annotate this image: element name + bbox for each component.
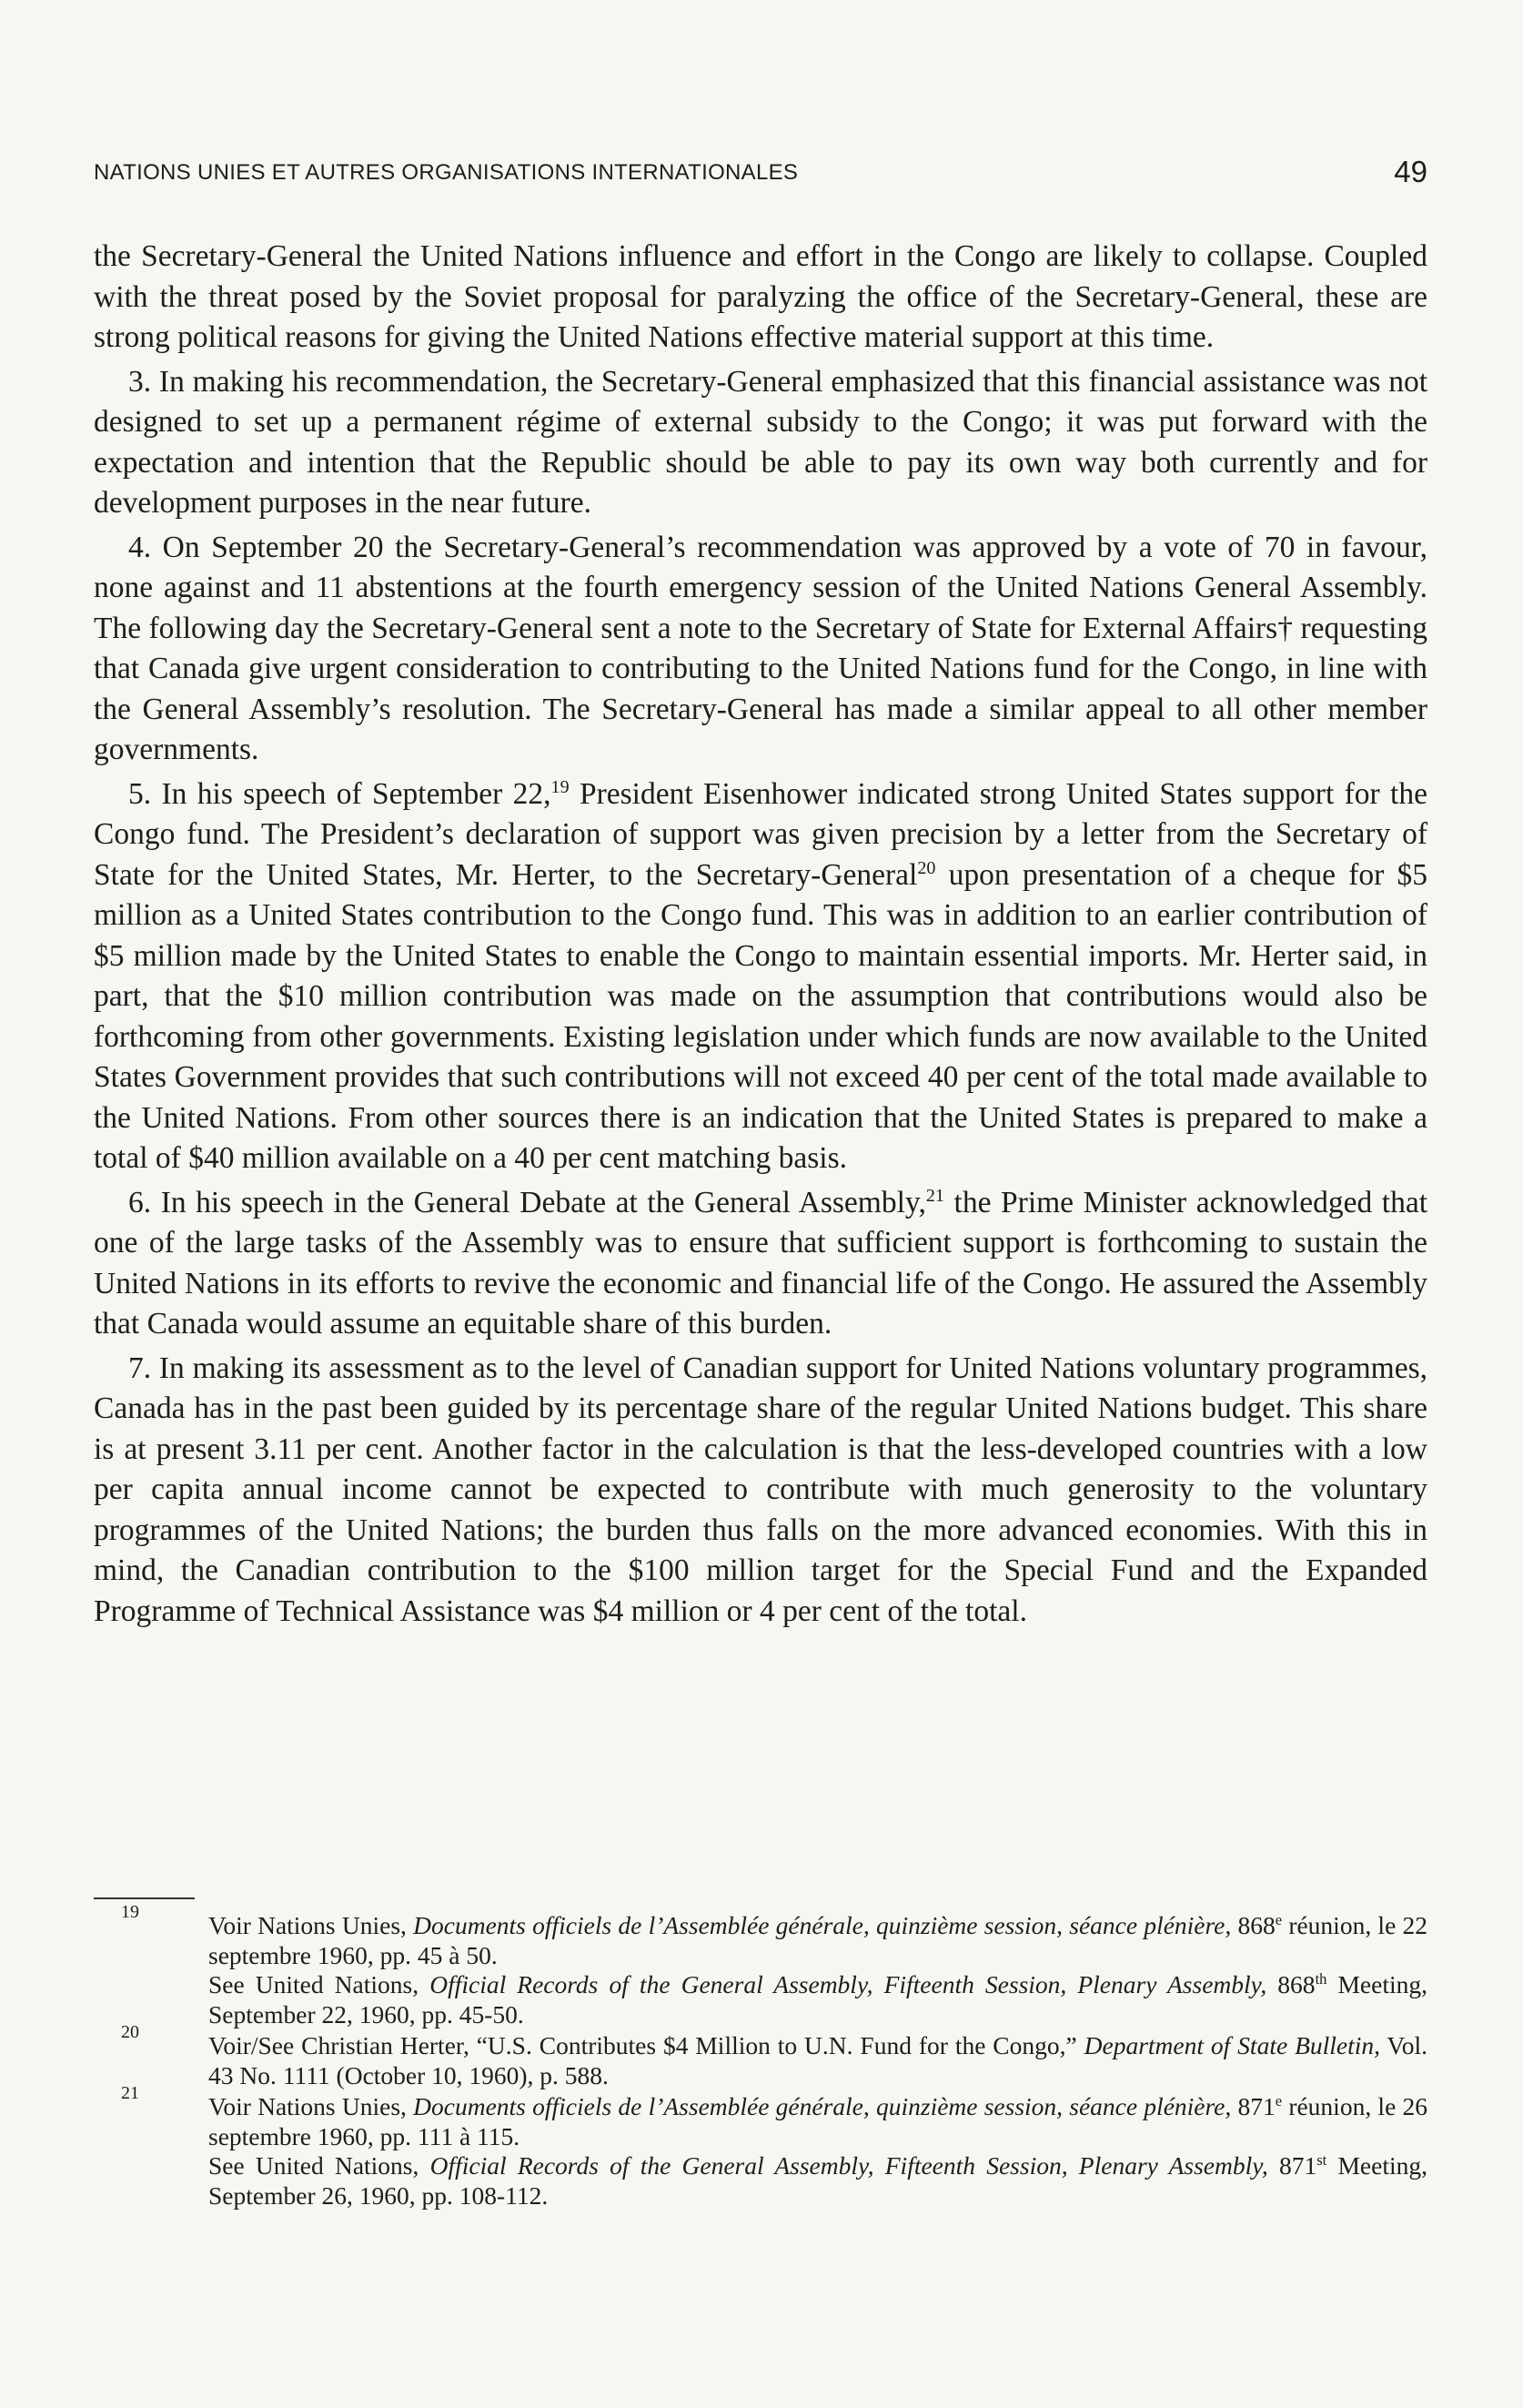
paragraph-5-text-a: 5. In his speech of September 22, xyxy=(128,776,551,811)
footnotes xyxy=(94,1902,1428,2212)
footnote-title: Official Records of the General Assembly, Fifteenth Session, Plenary Assembly, xyxy=(429,2151,1268,2180)
paragraph-3: 3. In making his recommendation, the Secretary-General emphasized that this financial assistance was not designed to set up a permanent régime of external subsidy to the Congo; it was put forward with the expectation and intention that the Republic should be able to pay its own way both currently and for development purposes in the near future. xyxy=(94,364,1427,520)
footnote-ref-21[interactable]: 21 xyxy=(925,1185,944,1206)
footnote-bilingual xyxy=(208,2031,1427,2090)
paragraph-6 xyxy=(94,1183,1427,1345)
footnote-english xyxy=(208,2151,1427,2211)
footnote-french xyxy=(208,2092,1427,2151)
footnote-text: See United Nations, xyxy=(208,2151,430,2180)
footnote-19 xyxy=(94,1902,1428,2029)
ordinal-suffix: e xyxy=(1275,1910,1283,1928)
paragraph-5 xyxy=(94,774,1427,1179)
footnote-ref-20[interactable]: 20 xyxy=(917,857,936,878)
footnote-title: Documents officiels de l’Assemblée générale, quinzième session, séance plénière, xyxy=(413,2092,1232,2120)
footnote-title: Documents officiels de l’Assemblée générale, quinzième session, séance plénière, xyxy=(413,1911,1232,1939)
footnote-20 xyxy=(94,2022,1427,2090)
footnote-text: 868 xyxy=(1266,1970,1316,1998)
footnote-text: réunion, le 26 septembre 1960, pp. 111 à 115. xyxy=(208,2092,1428,2150)
footnote-text: Meeting, September 26, 1960, pp. 108-112. xyxy=(208,2151,1428,2210)
paragraph-7: 7. In making its assessment as to the level of Canadian support for United Nations voluntary programmes, Canada has in the past been guided by its percentage share of the regular United Nations budget. This share is at present 3.11 per cent. Another factor in the calculation is that the less-developed countries with a low per capita annual income cannot be expected to contribute with much generosity to the voluntary programmes of the United Nations; the burden thus falls on the more advanced economies. With this in mind, the Canadian contribution to the $100 million target for the Special Fund and the Expanded Programme of Technical Assistance was $4 million or 4 per cent of the total. xyxy=(94,1351,1427,1628)
body-text xyxy=(94,237,1427,1635)
footnote-text: Voir Nations Unies, xyxy=(208,2092,414,2120)
footnote-title: Department of State Bulletin, xyxy=(1084,2031,1381,2059)
footnote-english xyxy=(208,1970,1427,2029)
paragraph-6-text-b: the Prime Minister acknowledged that one of the large tasks of the Assembly was to ensure that sufficient support is forthcoming to sustain the United Nations in its efforts to revive the economic and financial life of the Congo. He assured the Assembly that Canada would assume an equitable share of this burden. xyxy=(94,1185,1427,1341)
footnote-text: Meeting, September 22, 1960, pp. 45-50. xyxy=(208,1970,1427,2029)
paragraph-1: the Secretary-General the United Nations influence and effort in the Congo are likely to collapse. Coupled with the threat posed by the Soviet proposal for paralyzing the office of the Secretary-General, these are strong political reasons for giving the United Nations effective material support at this time. xyxy=(94,239,1427,354)
paragraph-5-text-b: President Eisenhower indicated strong United States support for the Congo fund. The President’s declaration of support was given precision by a letter from the Secretary of State for the United States, Mr. Herter, to the Secretary-General xyxy=(94,776,1427,892)
footnote-21 xyxy=(94,2083,1428,2211)
footnote-text: réunion, le 22 septembre 1960, pp. 45 à 50. xyxy=(208,1911,1428,1969)
footnote-divider xyxy=(94,1897,195,1899)
ordinal-suffix: st xyxy=(1316,2150,1327,2169)
footnote-text: Voir Nations Unies, xyxy=(208,1911,414,1939)
footnote-text: 871 xyxy=(1231,2092,1276,2120)
ordinal-suffix: e xyxy=(1275,2091,1283,2110)
page-header xyxy=(94,155,1427,191)
footnote-text: 871 xyxy=(1267,2151,1317,2180)
footnote-text: 868 xyxy=(1231,1911,1276,1939)
paragraph-6-text-a: 6. In his speech in the General Debate at the General Assembly, xyxy=(128,1185,926,1219)
footnote-ref-19[interactable]: 19 xyxy=(550,776,570,797)
footnote-number: 19 xyxy=(121,1902,139,1922)
paragraph-4: 4. On September 20 the Secretary-General’s recommendation was approved by a vote of 70 in favour, none against and 11 abstentions at the fourth emergency session of the United Nations General Assembly. The following day the Secretary-General sent a note to the Secretary of State for External Affairs† requesting that Canada give urgent consideration to contributing to the United Nations fund for the Congo, in line with the General Assembly’s resolution. The Secretary-General has made a similar appeal to all other member governments. xyxy=(94,530,1427,766)
footnote-number: 20 xyxy=(121,2022,139,2042)
footnote-number: 21 xyxy=(121,2083,139,2103)
footnote-text: Voir/See Christian Herter, “U.S. Contributes $4 Million to U.N. Fund for the Congo,” xyxy=(208,2031,1084,2059)
footnote-text: Vol. 43 No. 1111 (October 10, 1960), p. 588. xyxy=(208,2031,1427,2089)
ordinal-suffix: th xyxy=(1315,1969,1327,1988)
running-head: NATIONS UNIES ET AUTRES ORGANISATIONS INTERNATIONALES xyxy=(94,160,799,185)
paragraph-5-text-c: upon presentation of a cheque for $5 million as a United States contribution to the Congo fund. This was in addition to an earlier contribution of $5 million made by the United States to enable the Congo to maintain essential imports. Mr. Herter said, in part, that the $10 million contribution was made on the assumption that contributions would also be forthcoming from other governments. Existing legislation under which funds are now available to the United States Government provides that such contributions will not exceed 40 per cent of the total made available to the United Nations. From other sources there is an indication that the United States is prepared to make a total of $40 million available on a 40 per cent matching basis. xyxy=(94,857,1427,1175)
footnote-title: Official Records of the General Assembly, Fifteenth Session, Plenary Assembly, xyxy=(429,1970,1267,1998)
page-number: 49 xyxy=(1394,155,1427,188)
footnote-french xyxy=(208,1911,1427,1970)
footnote-text: See United Nations, xyxy=(208,1970,430,1998)
